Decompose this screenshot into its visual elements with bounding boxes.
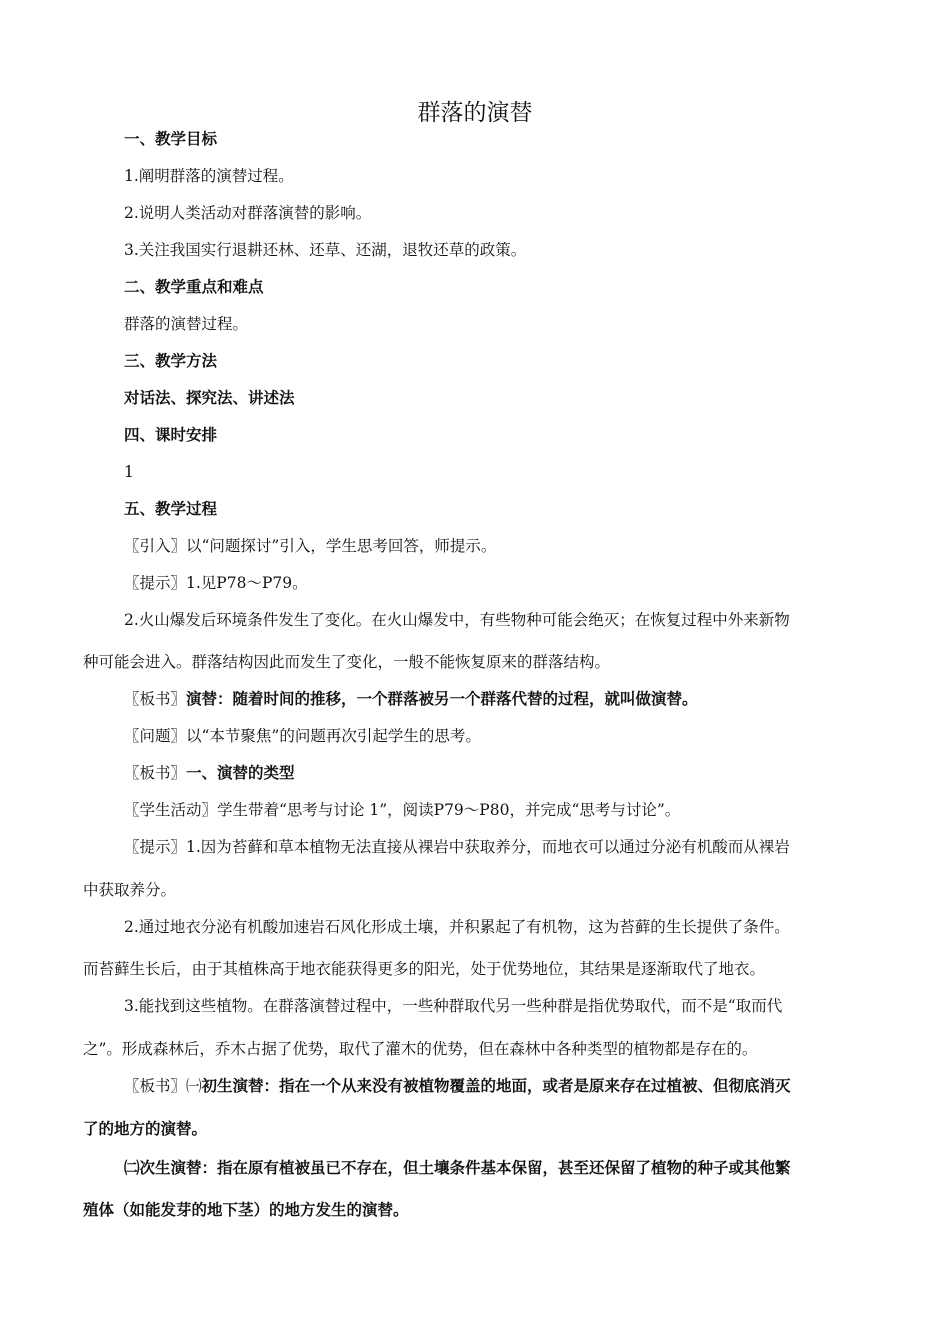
heading-methods: 三、教学方法 [124, 351, 218, 370]
hint-plants-line1: 3.能找到这些植物。在群落演替过程中，一些种群取代另一些种群是指优势取代，而不是“取而代 [124, 997, 783, 1015]
heading-objectives: 一、教学目标 [124, 129, 218, 148]
primary-succession-line1 [124, 1075, 850, 1097]
blackboard-definition [124, 688, 850, 710]
process-hint-1: 〖提示〗1.见P78～P79。 [124, 574, 308, 592]
secondary-succession-line2: 殖体（如能发芽的地下茎）的地方发生的演替。 [83, 1200, 409, 1219]
student-activity: 〖学生活动〗学生带着“思考与讨论 1”，阅读P79～P80，并完成“思考与讨论”。 [124, 801, 681, 819]
hint-moss-line1: 2.通过地衣分泌有机酸加速岩石风化形成土壤，并积累起了有机物，这为苔藓的生长提供了条件。 [124, 918, 790, 936]
hint-moss-line2: 而苔藓生长后，由于其植株高于地衣能获得更多的阳光，处于优势地位，其结果是逐渐取代了地衣。 [83, 960, 766, 978]
primary-succession-line2: 了的地方的演替。 [83, 1119, 208, 1138]
methods-text: 对话法、探究法、讲述法 [124, 388, 295, 407]
blackboard-prefix: 〖板书〗 [124, 764, 187, 782]
key-points-text: 群落的演替过程。 [124, 315, 249, 333]
process-intro: 〖引入〗以“问题探讨”引入，学生思考回答，师提示。 [124, 537, 497, 555]
secondary-succession-line1: ㈡次生演替：指在原有植被虽已不存在，但土壤条件基本保留，甚至还保留了植物的种子或其他繁 [124, 1158, 791, 1177]
heading-key-points: 二、教学重点和难点 [124, 277, 264, 296]
hint-lichen-line2: 中获取养分。 [83, 881, 177, 899]
process-hint-2-line1: 2.火山爆发后环境条件发生了变化。在火山爆发中，有些物种可能会绝灭；在恢复过程中外来新物 [124, 611, 790, 629]
heading-process: 五、教学过程 [124, 499, 218, 518]
process-hint-2-line2: 种可能会进入。群落结构因此而发生了变化，一般不能恢复原来的群落结构。 [83, 653, 611, 671]
blackboard-prefix: 〖板书〗 [124, 690, 187, 708]
process-question: 〖问题〗以“本节聚焦”的问题再次引起学生的思考。 [124, 727, 481, 745]
definition-text: 演替：随着时间的推移，一个群落被另一个群落代替的过程，就叫做演替。 [186, 689, 698, 708]
objective-3: 3.关注我国实行退耕还林、还草、还湖，退牧还草的政策。 [124, 241, 527, 259]
types-heading: 一、演替的类型 [186, 763, 295, 782]
blackboard-prefix: 〖板书〗㈠ [124, 1077, 202, 1095]
blackboard-types [124, 762, 850, 784]
schedule-text: 1 [124, 463, 134, 481]
primary-succession-text: 初生演替：指在一个从来没有被植物覆盖的地面，或者是原来存在过植被、但彻底消灭 [201, 1076, 791, 1095]
objective-1: 1.阐明群落的演替过程。 [124, 167, 294, 185]
page-title: 群落的演替 [417, 100, 533, 126]
heading-schedule: 四、课时安排 [124, 425, 218, 444]
hint-plants-line2: 之”。形成森林后，乔木占据了优势，取代了灌木的优势，但在森林中各种类型的植物都是存在的。 [83, 1040, 758, 1058]
hint-lichen-line1: 〖提示〗1.因为苔藓和草本植物无法直接从裸岩中获取养分，而地衣可以通过分泌有机酸而从裸岩 [124, 838, 790, 856]
objective-2: 2.说明人类活动对群落演替的影响。 [124, 204, 372, 222]
